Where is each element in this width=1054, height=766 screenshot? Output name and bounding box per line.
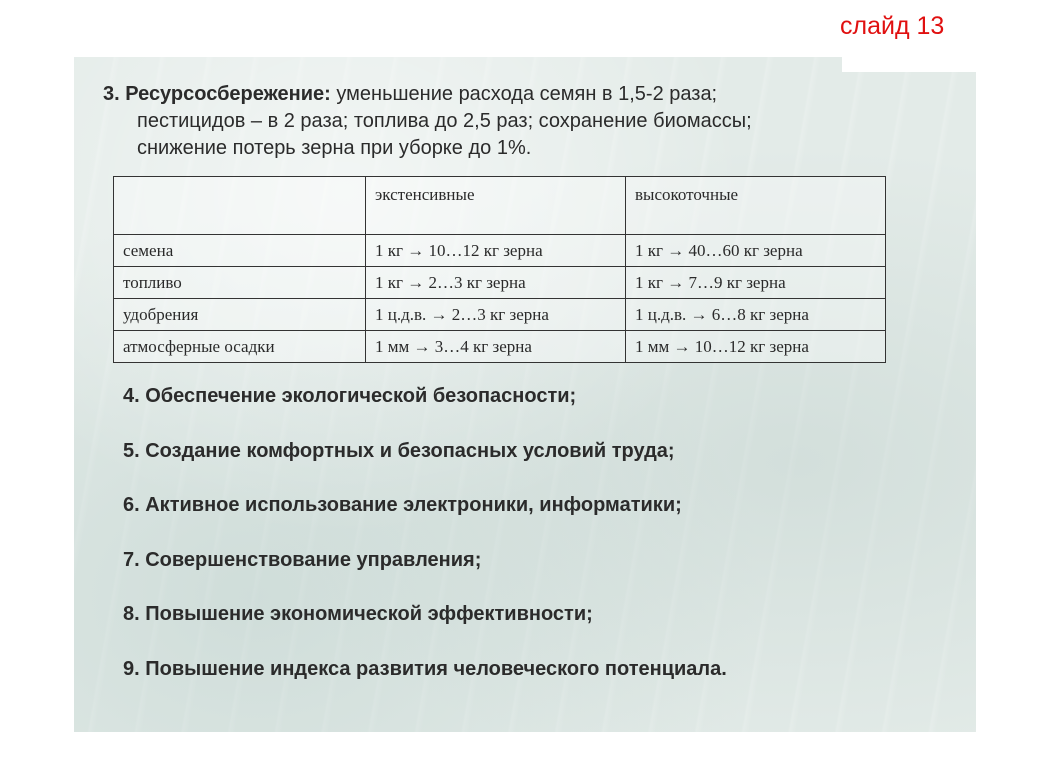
extensive-value: 1 кг → 2…3 кг зерна bbox=[366, 267, 626, 299]
precision-value: 1 мм → 10…12 кг зерна bbox=[626, 331, 886, 363]
table-row bbox=[114, 235, 886, 267]
precision-value: 1 ц.д.в. → 6…8 кг зерна bbox=[626, 299, 886, 331]
row-label: топливо bbox=[114, 267, 366, 299]
row-label: семена bbox=[114, 235, 366, 267]
header-cell-empty bbox=[114, 177, 366, 235]
table-header-row bbox=[114, 177, 886, 235]
heading-line2: пестицидов – в 2 раза; топлива до 2,5 раз; сохранение биомассы; bbox=[137, 110, 752, 132]
extensive-value: 1 ц.д.в. → 2…3 кг зерна bbox=[366, 299, 626, 331]
resource-saving-heading bbox=[103, 81, 903, 162]
list-item: 8. Повышение экономической эффективности; bbox=[123, 603, 593, 625]
goals-list bbox=[123, 382, 923, 709]
panel-corner-cutout bbox=[842, 44, 982, 72]
table-row bbox=[114, 267, 886, 299]
header-cell-extensive: экстенсивные bbox=[366, 177, 626, 235]
extensive-value: 1 кг → 10…12 кг зерна bbox=[366, 235, 626, 267]
list-item: 6. Активное использование электроники, информатики; bbox=[123, 494, 682, 516]
header-cell-precision: высокоточные bbox=[626, 177, 886, 235]
list-item: 7. Совершенствование управления; bbox=[123, 548, 482, 571]
row-label: удобрения bbox=[114, 299, 366, 331]
list-item: 5. Создание комфортных и безопасных условий труда; bbox=[123, 439, 675, 462]
precision-value: 1 кг → 7…9 кг зерна bbox=[626, 267, 886, 299]
row-label: атмосферные осадки bbox=[114, 331, 366, 363]
list-item: 4. Обеспечение экологической безопасности; bbox=[123, 385, 577, 407]
list-item: 9. Повышение индекса развития человеческого потенциала. bbox=[123, 657, 727, 680]
table-row bbox=[114, 299, 886, 331]
heading-line1-rest: уменьшение расхода семян в 1,5-2 раза; bbox=[330, 83, 718, 105]
table-row bbox=[114, 331, 886, 363]
slide-number-label: слайд 13 bbox=[840, 12, 945, 40]
heading-lead: 3. Ресурсосбережение: bbox=[103, 83, 331, 105]
precision-value: 1 кг → 40…60 кг зерна bbox=[626, 235, 886, 267]
comparison-table bbox=[113, 176, 886, 363]
extensive-value: 1 мм → 3…4 кг зерна bbox=[366, 331, 626, 363]
heading-line3: снижение потерь зерна при уборке до 1%. bbox=[137, 137, 532, 159]
